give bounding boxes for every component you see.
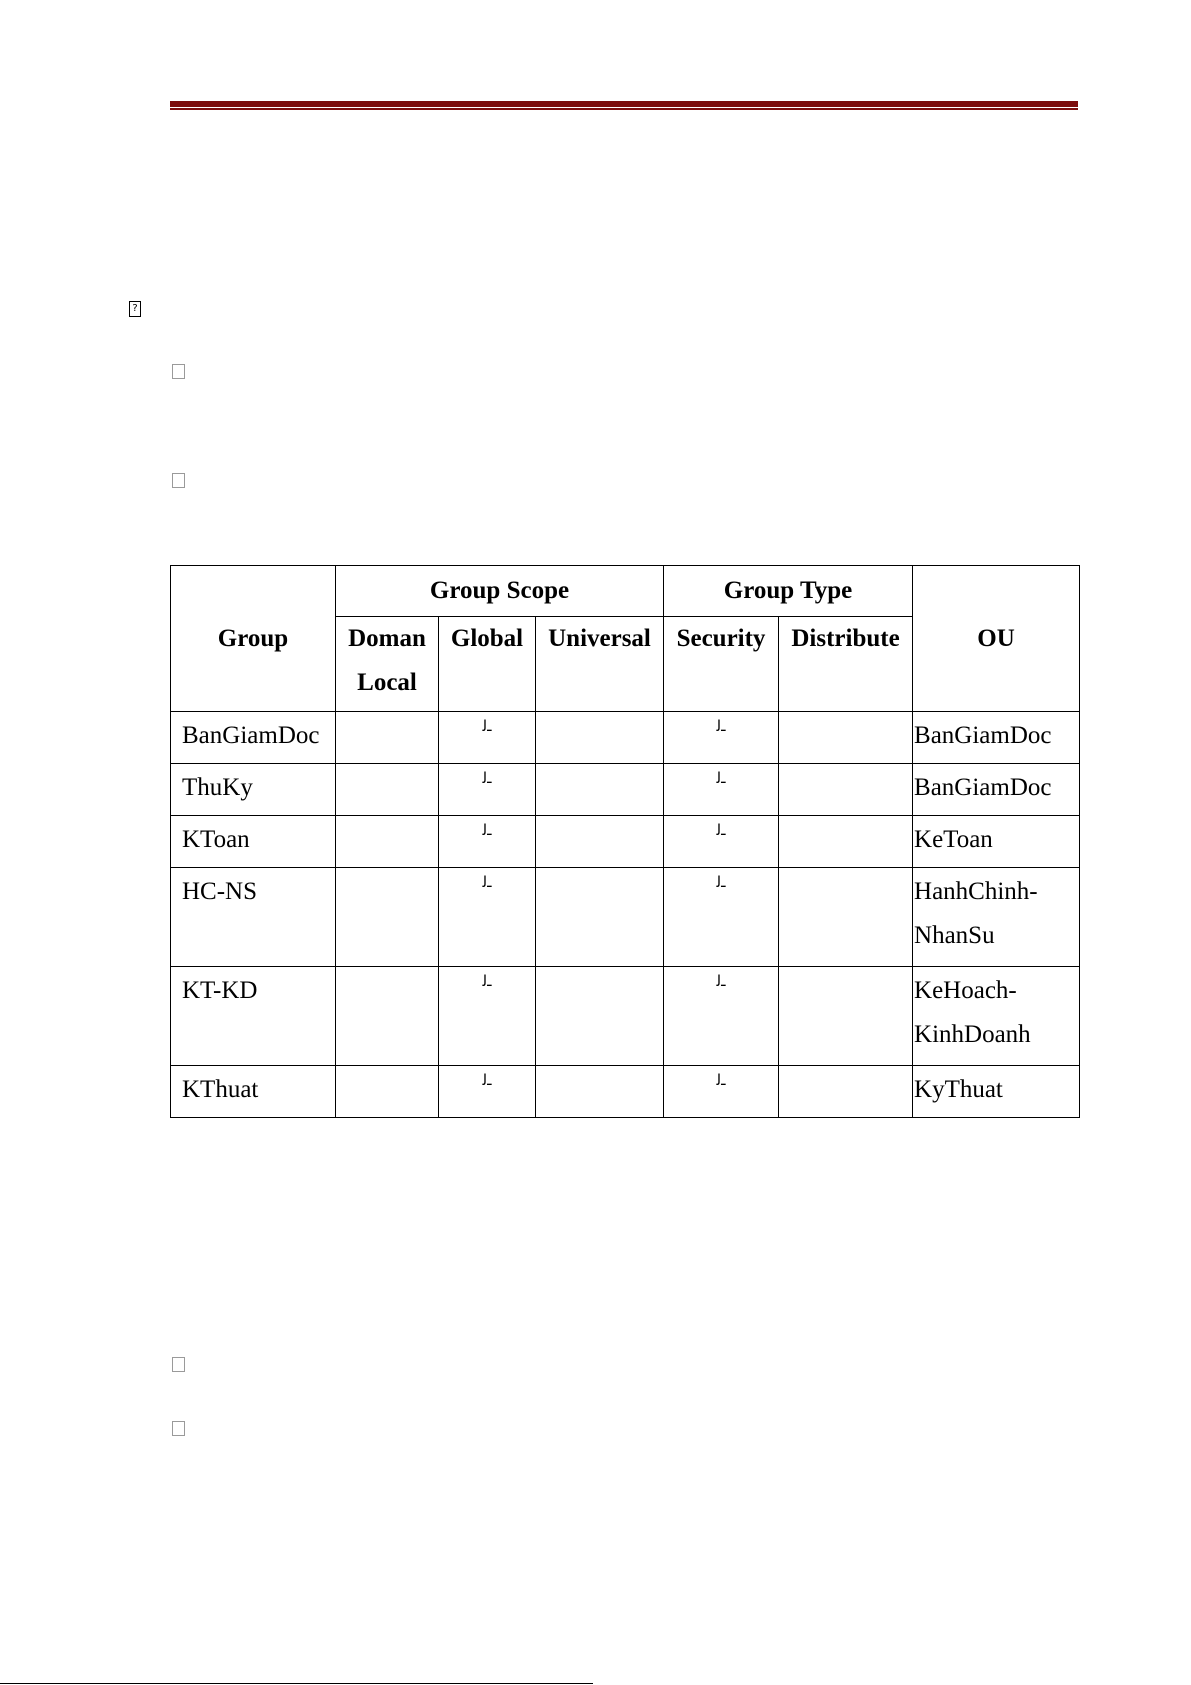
cell-ou: KyThuat [913, 1066, 1080, 1118]
cell-domain-local [336, 967, 439, 1066]
bullet-placeholder-icon [172, 1421, 185, 1436]
cell-ou: KeToan [913, 816, 1080, 868]
check-mark-icon: ـﻟ [664, 868, 779, 967]
cell-group: HC-NS [171, 868, 336, 967]
check-mark-icon: ـﻟ [439, 712, 536, 764]
header-distribute: Distribute [779, 617, 913, 712]
cell-ou: BanGiamDoc [913, 764, 1080, 816]
table-row [171, 764, 1080, 816]
cell-domain-local [336, 816, 439, 868]
group-table [170, 565, 1080, 1118]
cell-ou: HanhChinh-NhanSu [913, 868, 1080, 967]
check-mark-icon: ـﻟ [664, 967, 779, 1066]
header-rule [170, 101, 1078, 107]
cell-distribute [779, 868, 913, 967]
cell-universal [536, 967, 664, 1066]
check-mark-icon: ـﻟ [664, 764, 779, 816]
footnote-separator [0, 1683, 593, 1684]
cell-universal [536, 1066, 664, 1118]
cell-distribute [779, 712, 913, 764]
table-row [171, 1066, 1080, 1118]
cell-group: ThuKy [171, 764, 336, 816]
check-mark-icon: ـﻟ [664, 1066, 779, 1118]
header-group-scope: Group Scope [336, 566, 664, 617]
cell-universal [536, 816, 664, 868]
check-mark-icon: ـﻟ [439, 1066, 536, 1118]
header-rule-thin [170, 108, 1078, 110]
cell-domain-local [336, 868, 439, 967]
table-row [171, 967, 1080, 1066]
header-group-type: Group Type [664, 566, 913, 617]
cell-group: KToan [171, 816, 336, 868]
cell-universal [536, 764, 664, 816]
cell-distribute [779, 764, 913, 816]
missing-glyph-icon: ? [129, 301, 141, 317]
cell-domain-local [336, 764, 439, 816]
table-row [171, 816, 1080, 868]
header-ou: OU [913, 566, 1080, 712]
check-mark-icon: ـﻟ [439, 967, 536, 1066]
cell-ou: BanGiamDoc [913, 712, 1080, 764]
bullet-placeholder-icon [172, 473, 185, 488]
table-row [171, 712, 1080, 764]
bullet-placeholder-icon [172, 1357, 185, 1372]
cell-domain-local [336, 1066, 439, 1118]
header-domain-local: Doman Local [336, 617, 439, 712]
cell-group: BanGiamDoc [171, 712, 336, 764]
check-mark-icon: ـﻟ [664, 712, 779, 764]
cell-distribute [779, 967, 913, 1066]
header-global: Global [439, 617, 536, 712]
bullet-placeholder-icon [172, 364, 185, 379]
check-mark-icon: ـﻟ [439, 868, 536, 967]
cell-universal [536, 712, 664, 764]
cell-distribute [779, 1066, 913, 1118]
cell-ou: KeHoach-KinhDoanh [913, 967, 1080, 1066]
cell-group: KThuat [171, 1066, 336, 1118]
check-mark-icon: ـﻟ [439, 764, 536, 816]
cell-domain-local [336, 712, 439, 764]
header-universal: Universal [536, 617, 664, 712]
check-mark-icon: ـﻟ [664, 816, 779, 868]
cell-distribute [779, 816, 913, 868]
table-row [171, 868, 1080, 967]
cell-group: KT-KD [171, 967, 336, 1066]
header-group: Group [171, 566, 336, 712]
header-security: Security [664, 617, 779, 712]
check-mark-icon: ـﻟ [439, 816, 536, 868]
cell-universal [536, 868, 664, 967]
